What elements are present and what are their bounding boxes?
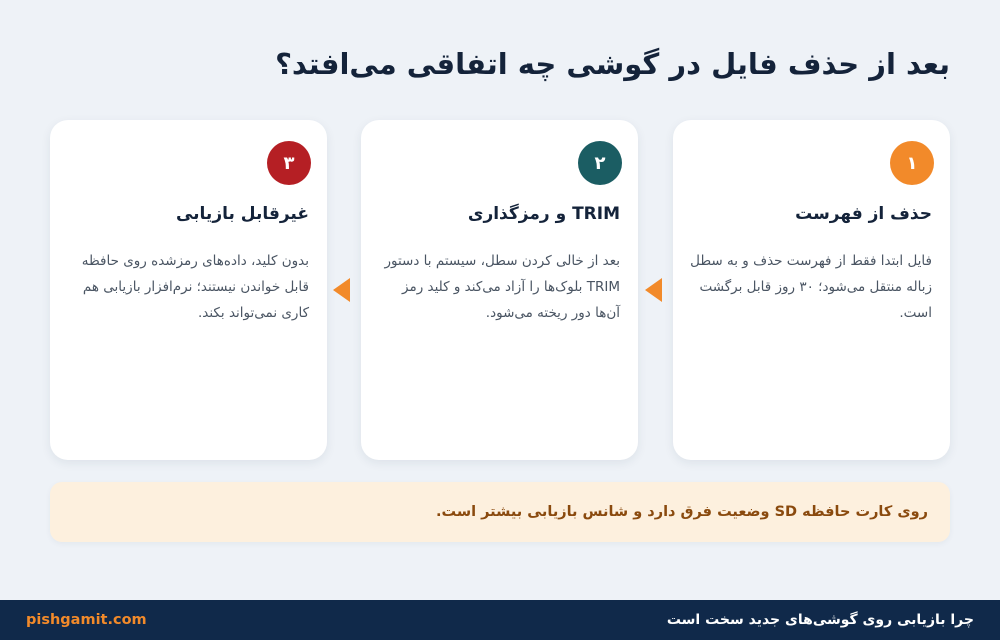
step-card-unrecoverable [50, 120, 327, 460]
page-title: بعد از حذف فایل در گوشی چه اتفاقی می‌افتد؟ [275, 47, 950, 81]
step-card-delete-from-index [673, 120, 950, 460]
footer-site-link[interactable]: pishgamit.com [26, 612, 147, 628]
note-text: روی کارت حافظه SD وضعیت فرق دارد و شانس بازیابی بیشتر است. [436, 504, 928, 520]
step-card-trim-encryption [361, 120, 638, 460]
step-title: TRIM و رمزگذاری [467, 204, 620, 224]
arrow-left-icon [645, 278, 662, 302]
step-title: حذف از فهرست [795, 204, 932, 224]
sd-card-note [50, 482, 950, 542]
step-description: بدون کلید، داده‌های رمزشده روی حافظه قابل خواندن نیستند؛ نرم‌افزار بازیابی هم کاری نمی‌تواند بکند. [81, 253, 309, 321]
footer-bar [0, 600, 1000, 640]
step-description: فایل ابتدا فقط از فهرست حذف و به سطل زباله منتقل می‌شود؛ ۳۰ روز قابل برگشت است. [690, 253, 932, 321]
arrow-left-icon [333, 278, 350, 302]
step-title: غیرقابل بازیابی [175, 204, 309, 224]
step-number-badge: ۳ [267, 141, 311, 185]
step-number-badge: ۲ [578, 141, 622, 185]
footer-caption: چرا بازیابی روی گوشی‌های جدید سخت است [666, 612, 974, 628]
step-description: بعد از خالی کردن سطل، سیستم با دستور TRIM بلوک‌ها را آزاد می‌کند و کلید رمز آن‌ها دور ریخته می‌شود. [384, 253, 620, 321]
step-number-badge: ۱ [890, 141, 934, 185]
